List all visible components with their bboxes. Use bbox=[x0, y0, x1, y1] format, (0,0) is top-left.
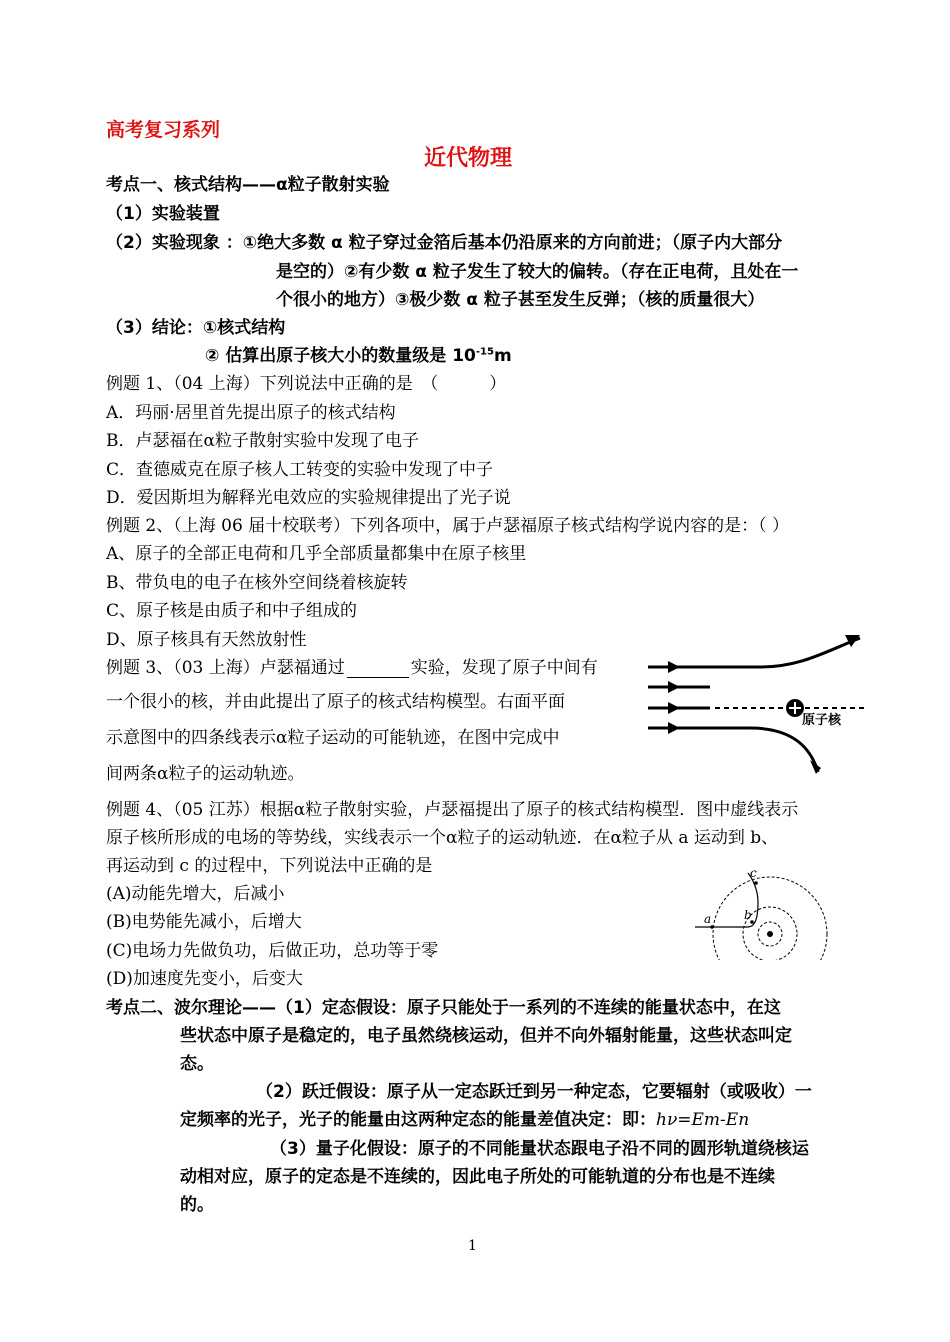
energy-formula: hν=Em-En bbox=[656, 1110, 750, 1130]
nucleus-dot bbox=[767, 931, 773, 937]
kaodian1-item3b-text: ② 估算出原子核大小的数量级是 10 bbox=[205, 346, 476, 366]
series-title: 高考复习系列 bbox=[106, 119, 221, 141]
example3-q-prefix: 例题 3、（03 上海）卢瑟福通过 bbox=[106, 658, 345, 678]
trajectory-deflected-down bbox=[648, 728, 818, 772]
example4-option-c: (C)电场力先做负功，后做正功，总功等于零 bbox=[106, 941, 439, 961]
example4-option-b: (B)电势能先减小，后增大 bbox=[106, 912, 302, 932]
example4-option-d: (D)加速度先变小，后变大 bbox=[106, 969, 303, 989]
kaodian2-line6: （3）量子化假设：原子的不同能量状态跟电子沿不同的圆形轨道绕核运 bbox=[270, 1139, 809, 1159]
kaodian1-item2-line2: 是空的）②有少数 α 粒子发生了较大的偏转。（存在正电荷，且处在一 bbox=[276, 262, 799, 282]
kaodian2-line3: 态。 bbox=[180, 1054, 214, 1074]
label-a: a bbox=[704, 912, 712, 926]
example3-line2: 一个很小的核，并由此提出了原子的核式结构模型。右面平面 bbox=[106, 692, 565, 712]
example2-question: 例题 2、（上海 06 届十校联考）下列各项中，属于卢瑟福原子核式结构学说内容的是：（ ） bbox=[106, 516, 790, 536]
example3-line1 bbox=[106, 658, 598, 678]
label-c: c bbox=[750, 866, 757, 880]
example4-line1: 例题 4、（05 江苏）根据α粒子散射实验，卢瑟福提出了原子的核式结构模型．图中虚线表示 bbox=[106, 800, 799, 820]
example2-option-d: D、原子核具有天然放射性 bbox=[106, 630, 307, 650]
answer-blank[interactable] bbox=[347, 661, 409, 678]
kaodian2-line5 bbox=[180, 1110, 749, 1130]
kaodian1-item2-line3: 个很小的地方）③极少数 α 粒子甚至发生反弹；（核的质量很大） bbox=[276, 290, 765, 310]
arrowhead bbox=[668, 681, 680, 693]
kaodian2-line2: 些状态中原子是稳定的，电子虽然绕核运动，但并不向外辐射能量，这些状态叫定 bbox=[180, 1026, 792, 1046]
kaodian2-line5-text: 定频率的光子，光子的能量由这两种定态的能量差值决定：即： bbox=[180, 1110, 656, 1130]
equipotential-diagram bbox=[690, 855, 830, 960]
arrowhead bbox=[668, 702, 680, 714]
kaodian1-heading: 考点一、核式结构——α粒子散射实验 bbox=[106, 175, 390, 195]
label-b: b bbox=[744, 908, 752, 922]
example2-option-b: B、带负电的电子在核外空间绕着核旋转 bbox=[106, 573, 408, 593]
kaodian2-line1: 考点二、波尔理论——（1）定态假设：原子只能处于一系列的不连续的能量状态中，在这 bbox=[106, 998, 781, 1018]
example4-line2: 原子核所形成的电场的等势线，实线表示一个α粒子的运动轨迹．在α粒子从 a 运动到 b、 bbox=[106, 828, 779, 848]
scattering-trajectory-diagram bbox=[640, 630, 865, 780]
example3-q-suffix: 实验，发现了原子中间有 bbox=[410, 658, 598, 678]
point-c-dot bbox=[754, 881, 758, 885]
nucleus-label: 原子核 bbox=[802, 713, 842, 728]
kaodian2-line4: （2）跃迁假设：原子从一定态跃迁到另一种定态，它要辐射（或吸收）一 bbox=[256, 1082, 812, 1102]
example2-option-c: C、原子核是由质子和中子组成的 bbox=[106, 601, 358, 621]
kaodian1-item3b bbox=[205, 346, 512, 366]
arrowhead bbox=[668, 722, 680, 734]
example2-option-a: A、原子的全部正电荷和几乎全部质量都集中在原子核里 bbox=[106, 544, 527, 564]
arrowhead bbox=[845, 635, 860, 647]
kaodian2-line7: 动相对应，原子的定态是不连续的，因此电子所处的可能轨道的分布也是不连续 bbox=[180, 1167, 775, 1187]
page-number: 1 bbox=[468, 1238, 477, 1254]
arrowhead bbox=[668, 661, 680, 673]
kaodian1-item3b-exponent: -15 bbox=[475, 346, 494, 358]
kaodian1-item2-line1: （2）实验现象 ：①绝大多数 α 粒子穿过金箔后基本仍沿原来的方向前进；（原子内大部分 bbox=[106, 233, 783, 253]
example3-line3: 示意图中的四条线表示α粒子运动的可能轨迹，在图中完成中 bbox=[106, 728, 560, 748]
trajectory-deflected-up bbox=[648, 638, 860, 667]
kaodian2-line8: 的。 bbox=[180, 1195, 214, 1215]
example1-option-d: D．爱因斯坦为解释光电效应的实验规律提出了光子说 bbox=[106, 488, 511, 508]
example4-line3: 再运动到 c 的过程中，下列说法中正确的是 bbox=[106, 856, 433, 876]
example3-line4: 间两条α粒子的运动轨迹。 bbox=[106, 764, 305, 784]
equipotential-outer bbox=[713, 877, 827, 960]
kaodian1-item1: （1）实验装置 bbox=[106, 204, 220, 224]
example1-question: 例题 1、（04 上海）下列说法中正确的是 （ ） bbox=[106, 374, 507, 394]
kaodian1-item3b-unit: m bbox=[493, 346, 512, 366]
example4-option-a: (A)动能先增大，后减小 bbox=[106, 884, 285, 904]
kaodian1-item3: （3）结论：①核式结构 bbox=[106, 318, 286, 338]
example1-option-b: B．卢瑟福在α粒子散射实验中发现了电子 bbox=[106, 431, 419, 451]
page-title: 近代物理 bbox=[424, 146, 513, 171]
example1-option-c: C．查德威克在原子核人工转变的实验中发现了中子 bbox=[106, 460, 494, 480]
example1-option-a: A．玛丽·居里首先提出原子的核式结构 bbox=[106, 403, 396, 423]
